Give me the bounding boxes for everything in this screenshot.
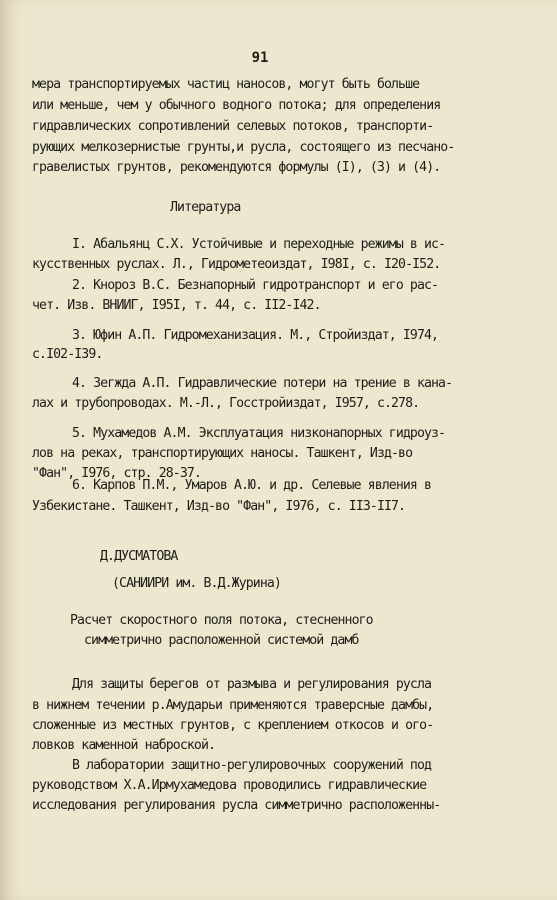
intro-line: или меньше, чем у обычного водного потока; для определения xyxy=(32,98,441,113)
reference-line: 5. Мухамедов А.М. Эксплуатация низконапорных гидроуз- xyxy=(72,426,446,441)
body-line: сложенные из местных грунтов, с креплением откосов и ого- xyxy=(32,718,434,733)
author-affiliation: (САНИИРИ им. В.Д.Журина) xyxy=(112,576,281,591)
article-title-line: Расчет скоростного поля потока, стесненного xyxy=(70,613,373,628)
reference-line: Узбекистане. Ташкент, Изд-во "Фан", I976, с. II3-II7. xyxy=(32,499,406,514)
references-heading: Литература xyxy=(170,200,241,215)
body-line: ловков каменной наброской. xyxy=(32,738,216,753)
body-line: исследования регулирования русла симметрично расположенны- xyxy=(32,798,441,813)
reference-line: I. Абальянц С.Х. Устойчивые и переходные режимы в ис- xyxy=(72,237,446,252)
body-line: руководством Х.А.Ирмухамедова проводились гидравлические xyxy=(32,778,427,793)
intro-line: рующих мелкозернистые грунты,и русла, состоящего из песчано- xyxy=(32,140,455,155)
reference-line: чет. Изв. ВНИИГ, I95I, т. 44, с. II2-I42. xyxy=(32,298,321,313)
reference-line: кусственных руслах. Л., Гидрометеоиздат, I98I, с. I20-I52. xyxy=(32,257,441,272)
body-line: Для защиты берегов от размыва и регулирования русла xyxy=(72,677,432,692)
reference-line: 6. Карпов П.М., Умаров А.Ю. и др. Селевые явления в xyxy=(72,478,432,493)
article-title-line: симметрично расположенной системой дамб xyxy=(84,633,359,648)
intro-line: мера транспортируемых частиц наносов, могут быть больше xyxy=(32,77,420,92)
reference-line: лах и трубопроводах. М.-Л., Госстройиздат, I957, с.278. xyxy=(32,396,420,411)
body-line: В лаборатории защитно-регулировочных сооружений под xyxy=(72,758,432,773)
reference-line: 2. Кнороз В.С. Безнапорный гидротранспорт и его рас- xyxy=(72,278,439,293)
reference-line: "Фан", I976, стр. 28-37. xyxy=(32,466,201,481)
body-line: в нижнем течении р.Амударьи применяются траверсные дамбы, xyxy=(32,698,434,713)
author-name: Д.ДУСМАТОВА xyxy=(100,549,178,564)
reference-line: лов на реках, транспортирующих наносы. Ташкент, Изд-во xyxy=(32,446,413,461)
reference-line: с.I02-I39. xyxy=(32,347,103,362)
intro-line: гравелистых грунтов, рекомендуются формулы (I), (3) и (4). xyxy=(32,160,441,175)
intro-line: гидравлических сопротивлений селевых потоков, транспорти- xyxy=(32,119,434,134)
reference-line: 4. Зегжда А.П. Гидравлические потери на трение в кана- xyxy=(72,376,453,391)
reference-line: 3. Юфин А.П. Гидромеханизация. М., Стройиздат, I974, xyxy=(72,328,439,343)
page-number: 91 xyxy=(251,50,269,66)
